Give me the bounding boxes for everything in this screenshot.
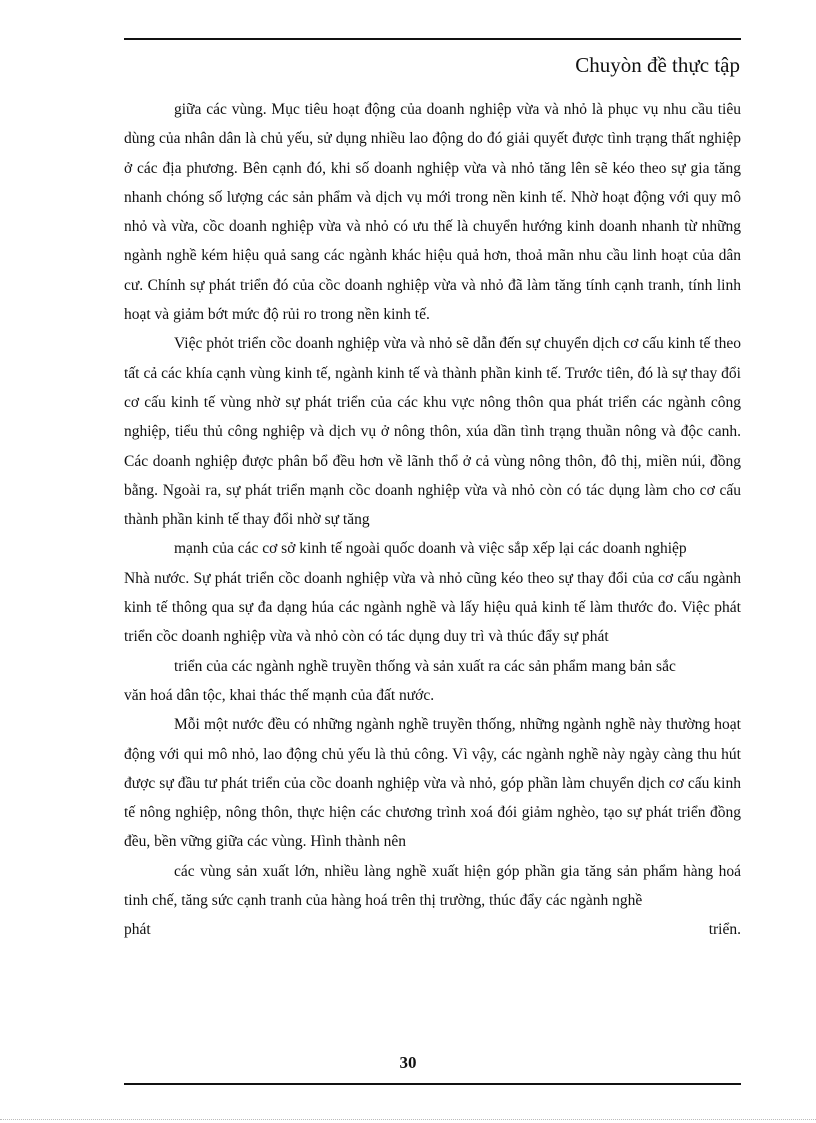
paragraph: triển của các ngành nghề truyền thống và sản xuất ra các sản phẩm mang bản sắc	[174, 657, 676, 675]
paragraph: Mỗi một nước đều có những ngành nghề truyền thống, những ngành nghề này thường hoạt động với qui mô nhỏ, lao động chủ yếu là thủ công. Vì vậy, các ngành nghề này ngày càng thu hút được sự đầu tư phát triển của cồc doanh nghiệp vừa và nhỏ, góp phần làm chuyển dịch cơ cấu kinh tế nông nghiệp, nông thôn, thực hiện các chương trình xoá đói giảm nghèo, tạo sự phát triển đồng đều, bền vững giữa các vùng. Hình thành nên	[124, 716, 741, 851]
paragraph: văn hoá dân tộc, khai thác thế mạnh của đất nước.	[124, 686, 435, 704]
paragraph: Việc phỏt triển cồc doanh nghiệp vừa và nhỏ sẽ dẫn đến sự chuyển dịch cơ cấu kinh tế theo tất cả các khía cạnh vùng kinh tế, ngành kinh tế và thành phần kinh tế. Trước tiên, đó là sự thay đổi cơ cấu kinh tế vùng nhờ sự phát triển của các khu vực nông thôn qua phát triển các ngành công nghiệp, tiểu thủ công nghiệp và dịch vụ ở nông thôn, xúa dần tình trạng thuần nông và độc canh. Các doanh nghiệp được phân bổ đều hơn về lãnh thổ ở cả vùng nông thôn, đô thị, miền núi, đồng bằng. Ngoài ra, sự phát triển mạnh cồc doanh nghiệp vừa và nhỏ còn có tác dụng làm cho cơ cấu thành phần kinh tế thay đổi nhờ sự tăng	[124, 335, 741, 529]
page-edge	[0, 1119, 816, 1120]
paragraph: các vùng sản xuất lớn, nhiều làng nghề xuất hiện góp phần gia tăng sản phẩm hàng hoá tinh chế, tăng sức cạnh tranh của hàng hoá trên thị trường, thúc đẩy các ngành nghề	[124, 862, 741, 910]
paragraph: mạnh của các cơ sở kinh tế ngoài quốc doanh và việc sắp xếp lại các doanh nghiệp	[174, 540, 687, 558]
footer-rule	[124, 1083, 741, 1085]
paragraph: Nhà nước. Sự phát triển cồc doanh nghiệp vừa và nhỏ cũng kéo theo sự thay đổi của cơ cấu ngành kinh tế thông qua sự đa dạng húa các ngành nghề và lấy hiệu quả kinh tế làm thước đo. Việc phát triển cồc doanh nghiệp vừa và nhỏ còn có tác dụng duy trì và thúc đẩy sự phát	[124, 569, 741, 646]
last-line-right-word: triển.	[708, 921, 741, 939]
paragraph-last-line	[124, 915, 741, 944]
body-text	[124, 95, 741, 945]
header-rule	[124, 38, 741, 40]
document-header-title: Chuyòn đề thực tập	[575, 53, 740, 77]
paragraph: giữa các vùng. Mục tiêu hoạt động của doanh nghiệp vừa và nhỏ là phục vụ nhu cầu tiêu dùng của nhân dân là chủ yếu, sử dụng nhiều lao động do đó giải quyết được tình trạng thất nghiệp ở các địa phương. Bên cạnh đó, khi số doanh nghiệp vừa và nhỏ tăng lên sẽ kéo theo sự gia tăng nhanh chóng số lượng các sản phẩm và dịch vụ mới trong nền kinh tế. Nhờ hoạt động với quy mô nhỏ và vừa, cồc doanh nghiệp vừa và nhỏ có ưu thế là chuyển hướng kinh doanh nhanh từ những ngành nghề kém hiệu quả sang các ngành khác hiệu quả hơn, thoả mãn nhu cầu linh hoạt của dân cư. Chính sự phát triển đó của cồc doanh nghiệp vừa và nhỏ đã làm tăng tính cạnh tranh, tính linh hoạt và giảm bớt mức độ rủi ro trong nền kinh tế.	[124, 101, 741, 324]
last-line-left-word: phát	[124, 921, 151, 939]
page-number: 30	[399, 1053, 417, 1072]
